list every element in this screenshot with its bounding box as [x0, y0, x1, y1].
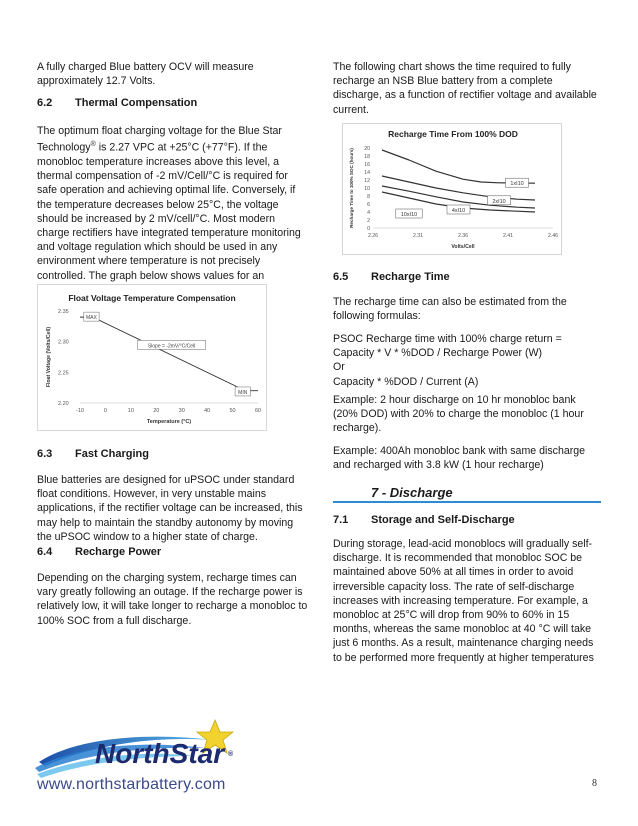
- y-tick-label: 14: [364, 170, 370, 176]
- series-label-text: 10xI10: [400, 212, 418, 218]
- y-tick-label: 10: [364, 186, 370, 192]
- y-tick-label: 2.30: [58, 339, 69, 346]
- x-tick-label: 2.31: [412, 233, 424, 239]
- section-6-5-heading: [333, 271, 450, 283]
- registered-mark: ®: [90, 141, 96, 149]
- x-tick-label: 2.41: [502, 233, 514, 239]
- series-label-text: 2xI10: [492, 198, 506, 205]
- x-tick-label: 60: [254, 408, 262, 414]
- x-tick-label: 2.46: [547, 233, 559, 239]
- annotation-text: Slope = -2mV/°C/Cell: [147, 343, 196, 350]
- section-number: 6.5: [333, 271, 349, 283]
- annotation-label: [235, 387, 250, 396]
- x-tick-label: 0: [103, 408, 107, 414]
- storage-paragraph: During storage, lead-acid monoblocs will gradually self-discharge. It is recommended that monobloc SOC be maintained above 50% at all times in order to avoid irreversible capacity loss. The rate of self-discharge increases with increasing temperature. For example, a monobloc at 25°C will drop from 90% to 60% in 15 months, whereas the same monobloc at 40 °C will take just 6 months. As a result, maintenance charging needs to be performed more frequently at higher temperatures: [333, 538, 594, 664]
- annotation-label: [84, 312, 99, 321]
- chart-title: Recharge Time From 100% DOD: [388, 129, 518, 139]
- y-tick-label: 0: [367, 226, 370, 232]
- website-url[interactable]: www.northstarbattery.com: [37, 776, 226, 793]
- section-7-heading: 7 - Discharge: [371, 485, 453, 500]
- y-tick-label: 2.20: [58, 401, 69, 407]
- page-number: 8: [592, 778, 597, 789]
- annotation-text: MIN: [238, 389, 248, 396]
- formula-block: [333, 332, 608, 389]
- series-label: [447, 205, 470, 214]
- y-tick-label: 8: [367, 194, 370, 200]
- y-tick-label: 4: [367, 210, 370, 216]
- series-label-text: 4xI10: [451, 208, 466, 214]
- x-tick-label: 10: [127, 408, 134, 414]
- x-axis-label: Volts/Cell: [451, 244, 475, 250]
- chart-title: Float Voltage Temperature Compensation: [68, 293, 236, 303]
- section-7-divider: [333, 501, 601, 503]
- annotation-label: [138, 340, 206, 349]
- section-number: 6.2: [37, 97, 53, 109]
- example-2-paragraph: Example: 400Ah monobloc bank with same discharge and recharged with 3.8 kW (1 hour recharge): [333, 445, 586, 472]
- series-label: [506, 178, 529, 187]
- fast-charging-paragraph: Blue batteries are designed for uPSOC under standard float conditions. However, in very unstable mains applications, if the rectifier voltage can be increased, this may help to maintain the standby autonomy by moving the uPSOC window to a higher state of charge.: [37, 474, 303, 543]
- section-title: Fast Charging: [75, 448, 149, 460]
- y-tick-label: 2: [367, 218, 370, 224]
- float-voltage-chart: [37, 284, 267, 431]
- section-title: Storage and Self-Discharge: [371, 514, 515, 526]
- y-tick-label: 2.25: [58, 370, 69, 377]
- x-tick-label: 20: [153, 408, 160, 414]
- y-tick-label: 12: [364, 178, 370, 184]
- formula-intro-paragraph: The recharge time can also be estimated from the following formulas:: [333, 296, 567, 323]
- series-label: [396, 209, 422, 218]
- series-label-text: 1xI10: [510, 181, 524, 188]
- y-tick-label: 6: [367, 202, 370, 208]
- x-tick-label: -10: [76, 408, 84, 414]
- section-6-3-heading: [37, 448, 149, 460]
- thermal-text-b: is 2.27 VPC at +25°C (+77°F). If the monobloc temperature increases above this level, a thermal compensation of -2 mV/Cell/°C is required for safe operation and achieving optimal life. Conversely, if the temperature decreases below 25°C, the voltage should be increased by 2 mV/cell/°C. Most modern charge rectifiers have integrated temperature monitoring and voltage regulation which should be used in any environment where temperature is not precisely controlled. The graph below shows values for an: [37, 141, 301, 282]
- logo-registered-mark: ®: [228, 751, 234, 758]
- formula-or: Or: [333, 361, 345, 374]
- y-axis-label: Float Voltage (Volts/Cell): [46, 326, 52, 388]
- x-tick-label: 40: [204, 408, 211, 414]
- intro-paragraph: A fully charged Blue battery OCV will measure approximately 12.7 Volts.: [37, 61, 254, 88]
- x-axis-label: Temperature (°C): [146, 419, 192, 425]
- section-title: Recharge Power: [75, 546, 162, 558]
- formula-line-2: Capacity * V * %DOD / Recharge Power (W): [333, 347, 542, 360]
- section-7-1-heading: [333, 514, 515, 526]
- example-1-paragraph: Example: 2 hour discharge on 10 hr monobloc bank (20% DOD) with 20% to charge the monobloc (1 hour recharge).: [333, 394, 584, 435]
- annotation-text: MAX: [86, 315, 97, 322]
- x-tick-label: 2.36: [457, 233, 469, 239]
- thermal-text-a: The optimum float charging voltage for the Blue Star Technology: [37, 125, 282, 154]
- y-axis-label: Recharge Time to 100% SOC (hours): [349, 148, 354, 228]
- formula-line-1: PSOC Recharge time with 100% charge return =: [333, 333, 562, 345]
- recharge-time-chart: [342, 123, 562, 255]
- y-tick-label: 18: [364, 154, 370, 160]
- y-tick-label: 20: [364, 146, 370, 152]
- y-tick-label: 2.35: [58, 309, 69, 315]
- recharge-time-chart-svg: [343, 124, 561, 254]
- section-number: 7.1: [333, 514, 349, 526]
- section-number: 6.3: [37, 448, 53, 460]
- compensation-line: [80, 317, 258, 391]
- recharge-power-paragraph: Depending on the charging system, recharge times can vary greatly following an outage. If the recharge power is relatively low, it will take longer to recharge a monobloc to 100% SOC from a full discharge.: [37, 572, 308, 627]
- x-tick-label: 50: [229, 408, 236, 414]
- formula-line-3: Capacity * %DOD / Current (A): [333, 375, 479, 388]
- northstar-logo: [35, 718, 245, 780]
- chart-intro-paragraph: The following chart shows the time required to fully recharge an NSB Blue battery from a complete discharge, as a function of rectifier voltage and available current.: [333, 61, 597, 116]
- thermal-paragraph: [37, 124, 309, 297]
- x-tick-label: 30: [178, 408, 185, 414]
- section-title: Thermal Compensation: [75, 97, 198, 109]
- logo-wordmark: NorthStar: [95, 738, 225, 769]
- series-label: [488, 196, 511, 205]
- section-title: Recharge Time: [371, 271, 450, 283]
- x-tick-label: 2.26: [367, 233, 379, 239]
- float-voltage-chart-svg: [38, 285, 266, 430]
- section-6-2-heading: [37, 97, 197, 109]
- section-number: 6.4: [37, 546, 53, 558]
- y-tick-label: 16: [364, 162, 370, 168]
- section-6-4-heading: [37, 546, 161, 558]
